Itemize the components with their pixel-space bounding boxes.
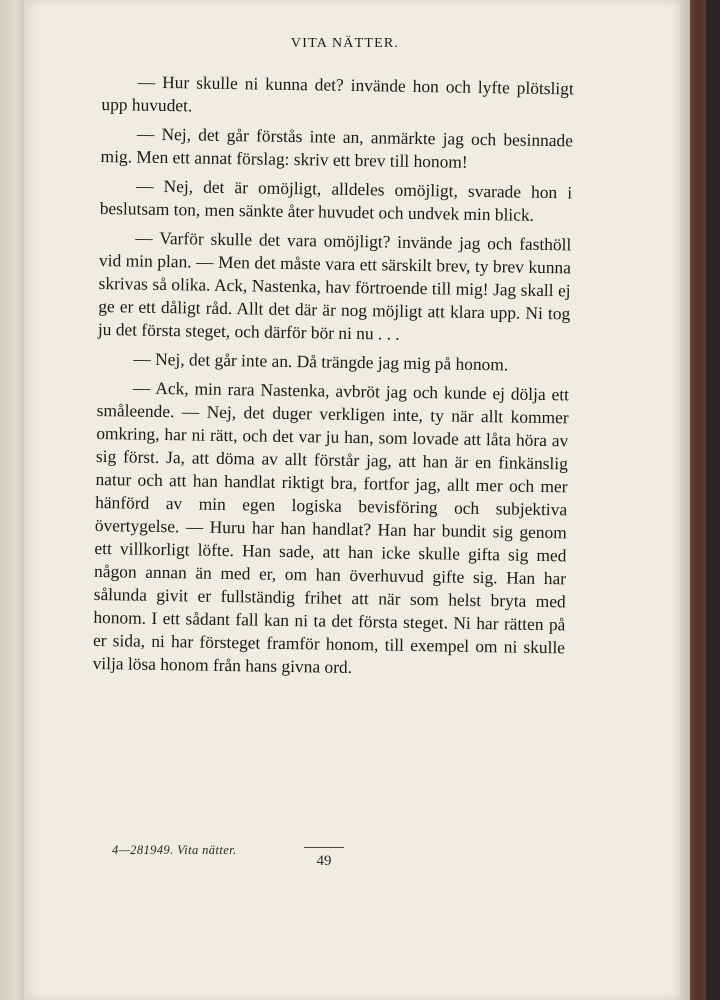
footer-rule xyxy=(304,847,344,848)
paragraph: — Ack, min rara Nastenka, avbröt jag och kunde ej dölja ett småleende. — Nej, det duger verkligen inte, ty när allt kommer omkring, har ni rätt, och det var ju han, som lovade att låta höra av sig först. Ja, att döma av allt förstår jag, att han är en finkänslig natur och att han handlat riktigt bra, fortfor jag, allt mer och mer hänförd av min egen logiska bevisföring och subjektiva övertygelse. — Huru har han handlat? Han har bundit sig genom ett villkorligt löfte. Han sade, att han icke skulle gifta sig med någon annan än med er, om han överhuvud gifte sig. Han har sålunda givit er fullständig frihet att när som helst bryta med honom. I ett sådant fall kan ni ta det första steget. Ni har rätten på er sida, ni har försteget framför honom, till exempel om ni skulle vilja lösa honom från hans givna ord. xyxy=(92,377,570,677)
paragraph: — Nej, det går inte an. Då trängde jag mig på honom. xyxy=(133,348,509,375)
paragraph: — Nej, det är omöjligt, alldeles omöjligt, svarade hon i beslutsam ton, men sänkte åter huvudet och undvek min blick. xyxy=(99,175,573,225)
body-text xyxy=(92,70,574,688)
page-number: 49 xyxy=(316,853,332,869)
book-cover-edge xyxy=(690,0,706,1000)
printer-signature: 4—281949. Vita nätter. xyxy=(112,843,237,857)
running-head: VITA NÄTTER. xyxy=(290,36,400,51)
paragraph: — Nej, det går förstås inte an, anmärkte jag och besinnade mig. Men ett annat förslag: skriv ett brev till honom! xyxy=(100,123,574,172)
background-shadow xyxy=(706,0,720,1000)
book-left-edge xyxy=(0,0,26,1000)
book-page xyxy=(24,0,680,1000)
page-block-edge xyxy=(680,0,690,1000)
paragraph: — Hur skulle ni kunna det? invände hon och lyfte plötsligt upp huvudet. xyxy=(101,71,574,116)
paragraph: — Varför skulle det vara omöjligt? invände jag och fasthöll vid min plan. — Men det måste vara ett särskilt brev, ty brev kunna skrivas så olika. Ack, Nastenka, hav förtroende till mig! Jag skall ej ge er ett dåligt råd. Allt det där är nog möjligt att klara upp. Ni tog ju det första steget, och därför bör ni nu . . . xyxy=(97,227,572,344)
